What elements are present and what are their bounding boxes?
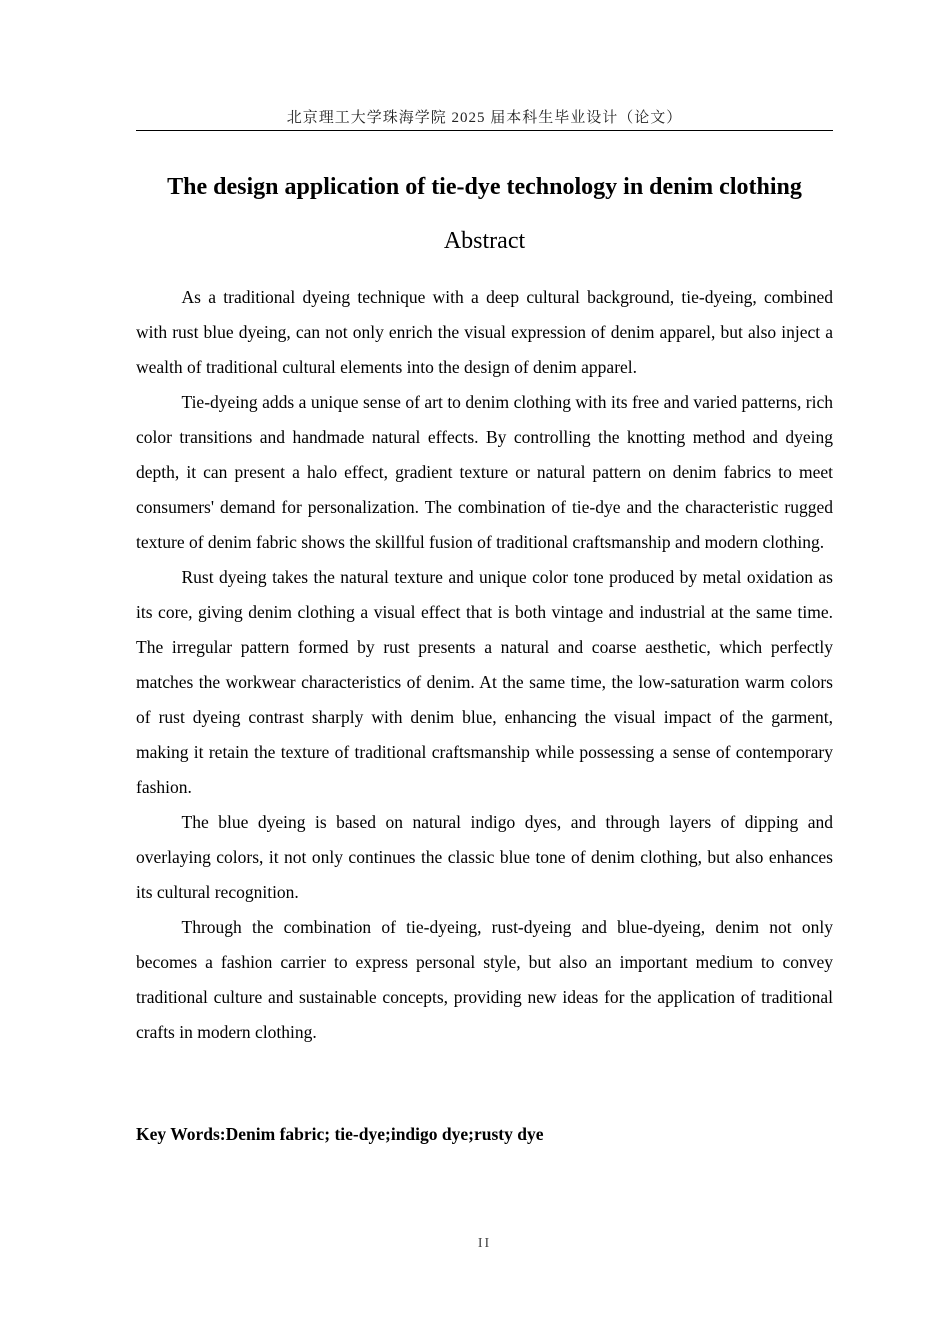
running-header: 北京理工大学珠海学院 2025 届本科生毕业设计（论文） — [286, 110, 683, 126]
abstract-paragraph: As a traditional dyeing technique with a deep cultural background, tie-dyeing, combined with rust blue dyeing, can not only enrich the visual expression of denim apparel, but also inject a wealth of traditional cultural elements into the design of denim apparel. — [136, 287, 833, 377]
abstract-paragraph: Tie-dyeing adds a unique sense of art to denim clothing with its free and varied patterns, rich color transitions and handmade natural effects. By controlling the knotting method and dyeing depth, it can present a halo effect, gradient texture or natural pattern on denim fabrics to meet consumers' demand for personalization. The combination of tie-dye and the characteristic rugged texture of denim fabric shows the skillful fusion of traditional craftsmanship and modern clothing. — [136, 392, 833, 552]
abstract-body — [136, 280, 833, 1050]
page-number: II — [477, 1236, 492, 1251]
keywords: Key Words:Denim fabric; tie-dye;indigo dye;rusty dye — [136, 1124, 544, 1144]
abstract-paragraph: Rust dyeing takes the natural texture and unique color tone produced by metal oxidation as its core, giving denim clothing a visual effect that is both vintage and industrial at the same time. The irregular pattern formed by rust presents a natural and coarse aesthetic, which perfectly matches the workwear characteristics of denim. At the same time, the low-saturation warm colors of rust dyeing contrast sharply with denim blue, enhancing the visual impact of the garment, making it retain the texture of traditional craftsmanship while possessing a sense of contemporary fashion. — [136, 567, 833, 797]
paper-title: The design application of tie-dye technology in denim clothing — [167, 174, 802, 200]
abstract-paragraph: The blue dyeing is based on natural indigo dyes, and through layers of dipping and overlaying colors, it not only continues the classic blue tone of denim clothing, but also enhances its cultural recognition. — [136, 812, 833, 902]
abstract-heading: Abstract — [443, 228, 526, 254]
header-rule — [136, 130, 833, 131]
abstract-paragraph: Through the combination of tie-dyeing, rust-dyeing and blue-dyeing, denim not only becomes a fashion carrier to express personal style, but also an important medium to convey traditional culture and sustainable concepts, providing new ideas for the application of traditional crafts in modern clothing. — [136, 917, 833, 1042]
